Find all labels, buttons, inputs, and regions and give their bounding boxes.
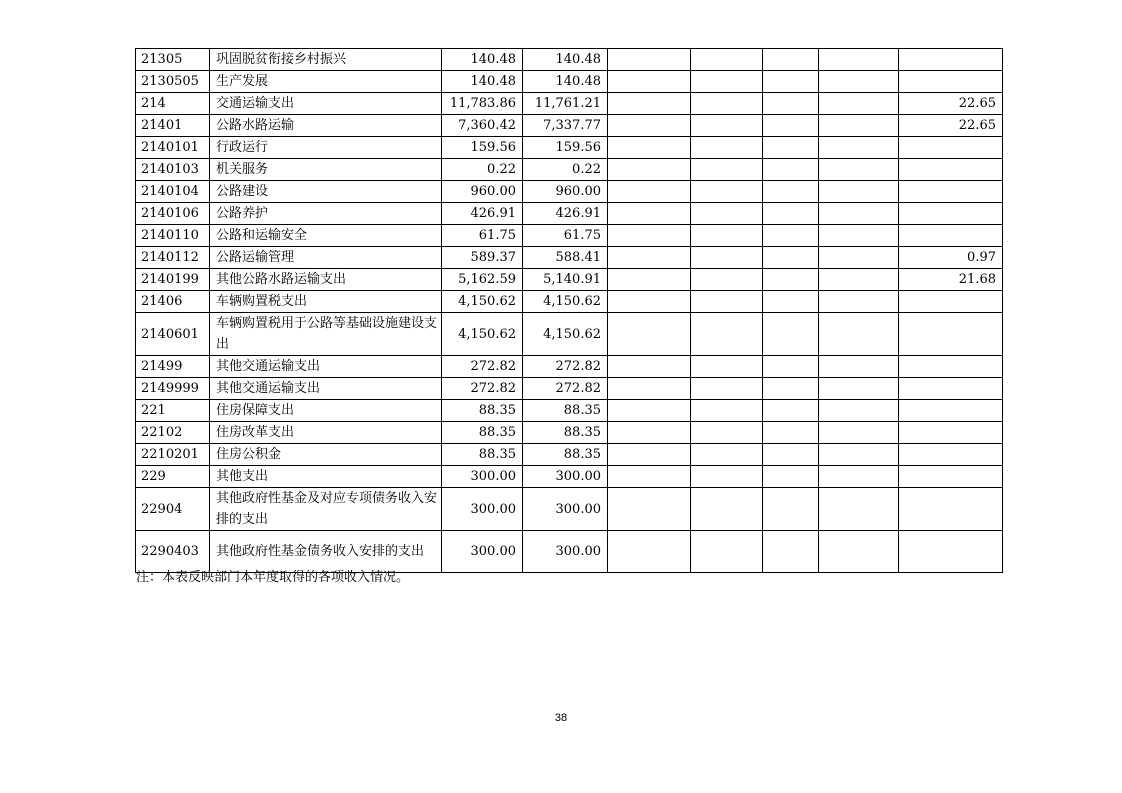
other-amount-cell: [899, 225, 1003, 247]
total-amount-cell: 88.35: [442, 444, 523, 466]
empty-cell: [691, 488, 763, 531]
total-amount-cell: 272.82: [442, 378, 523, 400]
amount-cell: 300.00: [523, 488, 608, 531]
code-cell: 2210201: [136, 444, 210, 466]
other-amount-cell: [899, 444, 1003, 466]
amount-cell: 159.56: [523, 137, 608, 159]
table-row: [136, 159, 1003, 181]
total-amount-cell: 589.37: [442, 247, 523, 269]
code-cell: 2140110: [136, 225, 210, 247]
code-cell: 2149999: [136, 378, 210, 400]
empty-cell: [691, 115, 763, 137]
other-amount-cell: [899, 488, 1003, 531]
code-cell: 22102: [136, 422, 210, 444]
empty-cell: [608, 71, 691, 93]
code-cell: 221: [136, 400, 210, 422]
item-name-cell: 公路建设: [210, 181, 442, 203]
table-row: [136, 444, 1003, 466]
amount-cell: 300.00: [523, 531, 608, 573]
table-note: 注：本表反映部门本年度取得的各项收入情况。: [136, 570, 410, 585]
other-amount-cell: 21.68: [899, 269, 1003, 291]
empty-cell: [691, 71, 763, 93]
empty-cell: [763, 93, 819, 115]
table-row: [136, 247, 1003, 269]
empty-cell: [819, 488, 899, 531]
empty-cell: [819, 313, 899, 356]
empty-cell: [819, 181, 899, 203]
empty-cell: [608, 115, 691, 137]
code-cell: 2140601: [136, 313, 210, 356]
item-name-cell: 公路水路运输: [210, 115, 442, 137]
empty-cell: [608, 49, 691, 71]
empty-cell: [763, 181, 819, 203]
empty-cell: [608, 444, 691, 466]
empty-cell: [819, 115, 899, 137]
total-amount-cell: 140.48: [442, 49, 523, 71]
code-cell: 2130505: [136, 71, 210, 93]
table-row: [136, 488, 1003, 531]
other-amount-cell: [899, 466, 1003, 488]
empty-cell: [819, 159, 899, 181]
empty-cell: [763, 531, 819, 573]
other-amount-cell: [899, 291, 1003, 313]
code-cell: 21305: [136, 49, 210, 71]
empty-cell: [691, 93, 763, 115]
empty-cell: [819, 93, 899, 115]
empty-cell: [763, 422, 819, 444]
empty-cell: [819, 466, 899, 488]
other-amount-cell: [899, 181, 1003, 203]
other-amount-cell: 22.65: [899, 115, 1003, 137]
empty-cell: [691, 49, 763, 71]
other-amount-cell: [899, 137, 1003, 159]
item-name-cell: 其他政府性基金及对应专项债务收入安排的支出: [210, 488, 442, 531]
other-amount-cell: [899, 356, 1003, 378]
empty-cell: [819, 203, 899, 225]
total-amount-cell: 4,150.62: [442, 313, 523, 356]
amount-cell: 88.35: [523, 400, 608, 422]
item-name-cell: 住房保障支出: [210, 400, 442, 422]
code-cell: 2140112: [136, 247, 210, 269]
other-amount-cell: [899, 531, 1003, 573]
item-name-cell: 车辆购置税支出: [210, 291, 442, 313]
empty-cell: [691, 159, 763, 181]
other-amount-cell: [899, 71, 1003, 93]
amount-cell: 4,150.62: [523, 313, 608, 356]
empty-cell: [691, 378, 763, 400]
amount-cell: 0.22: [523, 159, 608, 181]
empty-cell: [691, 466, 763, 488]
item-name-cell: 公路养护: [210, 203, 442, 225]
empty-cell: [608, 203, 691, 225]
amount-cell: 4,150.62: [523, 291, 608, 313]
amount-cell: 272.82: [523, 356, 608, 378]
code-cell: 2290403: [136, 531, 210, 573]
total-amount-cell: 300.00: [442, 531, 523, 573]
empty-cell: [819, 422, 899, 444]
empty-cell: [608, 422, 691, 444]
other-amount-cell: [899, 313, 1003, 356]
empty-cell: [608, 378, 691, 400]
empty-cell: [819, 71, 899, 93]
amount-cell: 300.00: [523, 466, 608, 488]
empty-cell: [608, 93, 691, 115]
table-row: [136, 71, 1003, 93]
amount-cell: 5,140.91: [523, 269, 608, 291]
table-row: [136, 400, 1003, 422]
empty-cell: [691, 247, 763, 269]
empty-cell: [608, 488, 691, 531]
total-amount-cell: 0.22: [442, 159, 523, 181]
code-cell: 22904: [136, 488, 210, 531]
code-cell: 214: [136, 93, 210, 115]
empty-cell: [608, 247, 691, 269]
table-row: [136, 466, 1003, 488]
budget-table: [135, 48, 1003, 573]
item-name-cell: 巩固脱贫衔接乡村振兴: [210, 49, 442, 71]
item-name-cell: 其他政府性基金债务收入安排的支出: [210, 531, 442, 573]
empty-cell: [819, 531, 899, 573]
total-amount-cell: 159.56: [442, 137, 523, 159]
total-amount-cell: 88.35: [442, 422, 523, 444]
empty-cell: [691, 356, 763, 378]
empty-cell: [691, 203, 763, 225]
table-row: [136, 291, 1003, 313]
table-row: [136, 181, 1003, 203]
code-cell: 21406: [136, 291, 210, 313]
total-amount-cell: 300.00: [442, 488, 523, 531]
table-row: [136, 313, 1003, 356]
amount-cell: 61.75: [523, 225, 608, 247]
empty-cell: [691, 531, 763, 573]
other-amount-cell: [899, 400, 1003, 422]
empty-cell: [763, 356, 819, 378]
empty-cell: [819, 137, 899, 159]
empty-cell: [763, 203, 819, 225]
item-name-cell: 行政运行: [210, 137, 442, 159]
other-amount-cell: 22.65: [899, 93, 1003, 115]
other-amount-cell: 0.97: [899, 247, 1003, 269]
empty-cell: [608, 313, 691, 356]
other-amount-cell: [899, 159, 1003, 181]
empty-cell: [763, 247, 819, 269]
amount-cell: 426.91: [523, 203, 608, 225]
empty-cell: [763, 488, 819, 531]
empty-cell: [763, 159, 819, 181]
table-row: [136, 225, 1003, 247]
table-row: [136, 93, 1003, 115]
empty-cell: [608, 466, 691, 488]
empty-cell: [608, 531, 691, 573]
empty-cell: [691, 181, 763, 203]
empty-cell: [819, 291, 899, 313]
empty-cell: [819, 247, 899, 269]
empty-cell: [691, 225, 763, 247]
empty-cell: [691, 291, 763, 313]
empty-cell: [691, 313, 763, 356]
code-cell: 229: [136, 466, 210, 488]
total-amount-cell: 272.82: [442, 356, 523, 378]
empty-cell: [608, 181, 691, 203]
empty-cell: [763, 444, 819, 466]
empty-cell: [763, 291, 819, 313]
empty-cell: [763, 269, 819, 291]
code-cell: 21401: [136, 115, 210, 137]
table-row: [136, 378, 1003, 400]
empty-cell: [608, 400, 691, 422]
empty-cell: [691, 444, 763, 466]
empty-cell: [819, 378, 899, 400]
other-amount-cell: [899, 378, 1003, 400]
amount-cell: 140.48: [523, 71, 608, 93]
empty-cell: [691, 400, 763, 422]
empty-cell: [819, 225, 899, 247]
amount-cell: 588.41: [523, 247, 608, 269]
item-name-cell: 住房改革支出: [210, 422, 442, 444]
item-name-cell: 生产发展: [210, 71, 442, 93]
other-amount-cell: [899, 203, 1003, 225]
empty-cell: [819, 444, 899, 466]
amount-cell: 272.82: [523, 378, 608, 400]
empty-cell: [763, 400, 819, 422]
total-amount-cell: 300.00: [442, 466, 523, 488]
table-row: [136, 422, 1003, 444]
table-row: [136, 49, 1003, 71]
empty-cell: [608, 269, 691, 291]
total-amount-cell: 960.00: [442, 181, 523, 203]
amount-cell: 11,761.21: [523, 93, 608, 115]
amount-cell: 140.48: [523, 49, 608, 71]
empty-cell: [608, 225, 691, 247]
empty-cell: [763, 225, 819, 247]
empty-cell: [608, 159, 691, 181]
empty-cell: [608, 291, 691, 313]
other-amount-cell: [899, 49, 1003, 71]
code-cell: 2140103: [136, 159, 210, 181]
table-body: [136, 49, 1003, 573]
item-name-cell: 其他交通运输支出: [210, 356, 442, 378]
table-row: [136, 356, 1003, 378]
page-number: 38: [554, 712, 568, 724]
amount-cell: 960.00: [523, 181, 608, 203]
empty-cell: [608, 137, 691, 159]
total-amount-cell: 140.48: [442, 71, 523, 93]
empty-cell: [763, 378, 819, 400]
empty-cell: [763, 49, 819, 71]
amount-cell: 88.35: [523, 422, 608, 444]
empty-cell: [819, 356, 899, 378]
item-name-cell: 车辆购置税用于公路等基础设施建设支出: [210, 313, 442, 356]
empty-cell: [763, 115, 819, 137]
code-cell: 2140199: [136, 269, 210, 291]
total-amount-cell: 11,783.86: [442, 93, 523, 115]
table-row: [136, 531, 1003, 573]
item-name-cell: 住房公积金: [210, 444, 442, 466]
empty-cell: [819, 400, 899, 422]
item-name-cell: 公路和运输安全: [210, 225, 442, 247]
empty-cell: [819, 269, 899, 291]
item-name-cell: 其他支出: [210, 466, 442, 488]
table-row: [136, 203, 1003, 225]
item-name-cell: 其他公路水路运输支出: [210, 269, 442, 291]
total-amount-cell: 61.75: [442, 225, 523, 247]
empty-cell: [608, 356, 691, 378]
total-amount-cell: 88.35: [442, 400, 523, 422]
other-amount-cell: [899, 422, 1003, 444]
table-row: [136, 115, 1003, 137]
item-name-cell: 交通运输支出: [210, 93, 442, 115]
empty-cell: [691, 422, 763, 444]
total-amount-cell: 426.91: [442, 203, 523, 225]
item-name-cell: 其他交通运输支出: [210, 378, 442, 400]
item-name-cell: 机关服务: [210, 159, 442, 181]
total-amount-cell: 7,360.42: [442, 115, 523, 137]
table-row: [136, 269, 1003, 291]
amount-cell: 88.35: [523, 444, 608, 466]
empty-cell: [763, 466, 819, 488]
code-cell: 2140104: [136, 181, 210, 203]
code-cell: 2140101: [136, 137, 210, 159]
amount-cell: 7,337.77: [523, 115, 608, 137]
code-cell: 21499: [136, 356, 210, 378]
total-amount-cell: 4,150.62: [442, 291, 523, 313]
total-amount-cell: 5,162.59: [442, 269, 523, 291]
empty-cell: [691, 269, 763, 291]
empty-cell: [691, 137, 763, 159]
item-name-cell: 公路运输管理: [210, 247, 442, 269]
empty-cell: [763, 137, 819, 159]
empty-cell: [763, 313, 819, 356]
code-cell: 2140106: [136, 203, 210, 225]
table-row: [136, 137, 1003, 159]
empty-cell: [819, 49, 899, 71]
empty-cell: [763, 71, 819, 93]
